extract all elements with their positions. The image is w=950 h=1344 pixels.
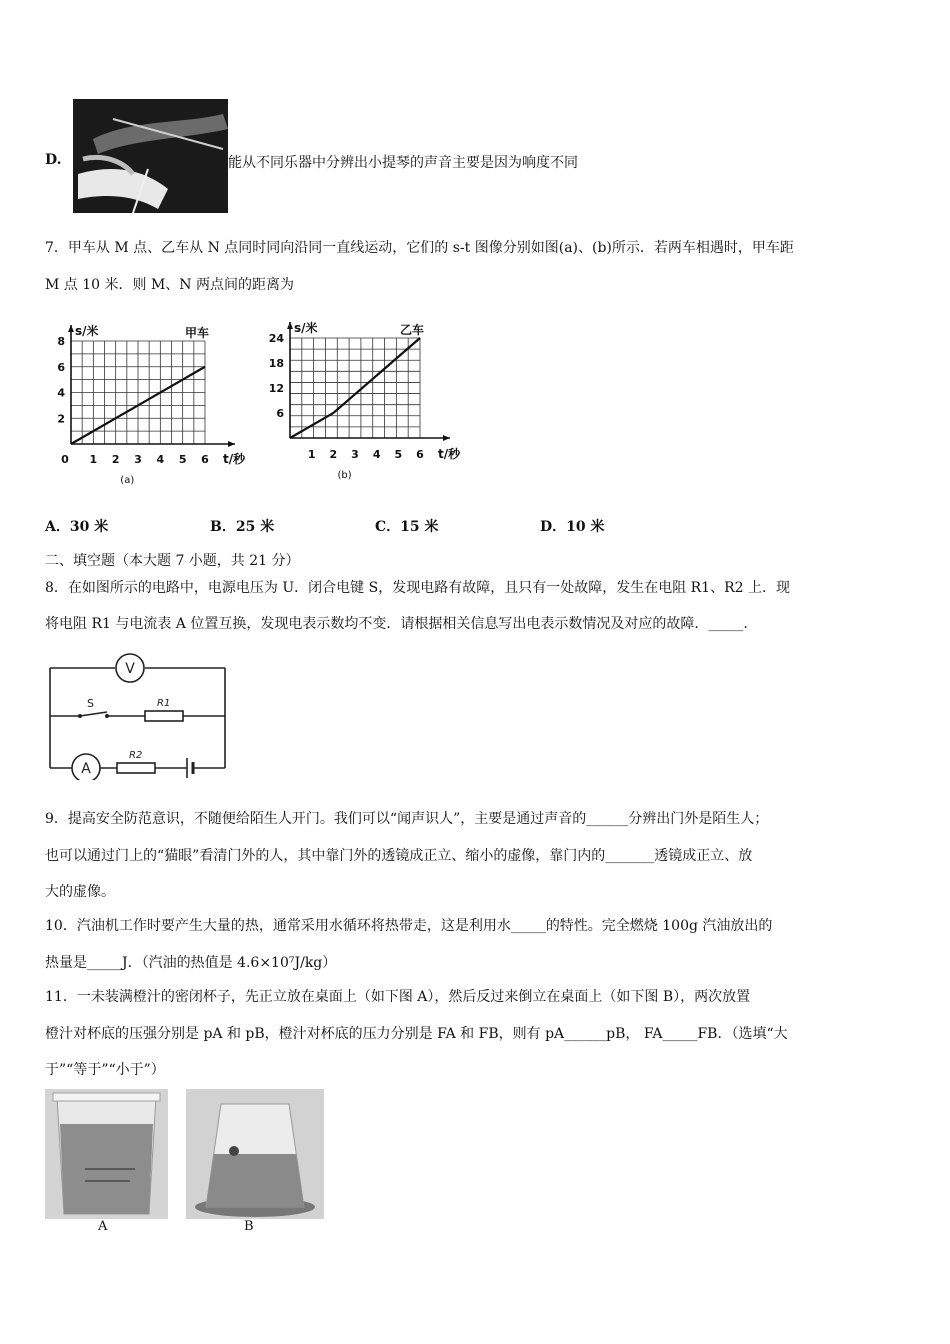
chart-a: [45, 318, 260, 493]
chart-b-y-tick: 18: [268, 357, 284, 370]
q10-line2: 热量是_____J．（汽油的热值是 4.6×10⁷J/kg）: [45, 955, 337, 971]
section-title: 二、填空题（本大题 7 小题，共 21 分）: [45, 553, 300, 569]
chart-a-x-arrow: [228, 441, 235, 447]
q7-option-d: D．10 米: [540, 519, 605, 535]
caption-b: B: [244, 1219, 254, 1234]
q11-line2: 橙汁对杯底的压强分别是 pA 和 pB，橙汁对杯底的压力分别是 FA 和 FB，则有 pA______pB， FA_____FB．（选填“大: [45, 1026, 788, 1042]
voltmeter-label: V: [125, 661, 135, 677]
q10-line1: 10．汽油机工作时要产生大量的热，通常采用水循环将热带走，这是利用水_____的特性。完全燃烧 100g 汽油放出的: [45, 918, 773, 934]
chart-b-x-tick: 6: [416, 448, 424, 461]
chart-a-y-tick: 6: [57, 360, 65, 374]
q7-option-c: C．15 米: [375, 519, 439, 535]
option-d-label: D.: [45, 152, 62, 168]
chart-a-x-tick: 1: [89, 453, 98, 466]
q11-line1: 11．一未装满橙汁的密闭杯子，先正立放在桌面上（如下图 A），然后反过来倒立在桌面上（如下图 B），两次放置: [45, 989, 751, 1005]
q9-line1: 9．提高安全防范意识，不随便给陌生人开门。我们可以“闻声识人”，主要是通过声音的______分辨出门外是陌生人；: [45, 811, 769, 827]
chart-a-y-tick: 4: [57, 386, 65, 400]
caption-a: A: [98, 1219, 108, 1234]
chart-b-xlabel: t/秒: [438, 447, 461, 461]
chart-b-series-line: [290, 338, 420, 438]
chart-a-x-tick: 4: [156, 453, 165, 466]
q7-option-b: B．25 米: [210, 519, 275, 535]
chart-a-x-tick: 0: [61, 453, 69, 466]
circuit-diagram: [45, 650, 235, 780]
q9-line2: 也可以通过门上的“猫眼”看清门外的人，其中靠门外的透镜成正立、缩小的虚像，靠门内的_______透镜成正立、放: [45, 848, 753, 864]
chart-b-title: 乙车: [400, 323, 425, 337]
chart-b-x-tick: 5: [394, 448, 403, 461]
chart-a-ylabel: s/米: [75, 324, 99, 338]
r1-label: R1: [157, 698, 171, 709]
chart-a-y-tick: 2: [57, 412, 65, 426]
chart-a-x-tick: 2: [111, 453, 120, 466]
q8-line1: 8．在如图所示的电路中，电源电压为 U．闭合电键 S，发现电路有故障，且只有一处故障，发生在电阻 R1、R2 上．现: [45, 580, 790, 596]
chart-a-x-tick: 5: [178, 453, 187, 466]
chart-b-x-tick: 3: [351, 448, 359, 461]
chart-b-x-tick: 2: [329, 448, 338, 461]
chart-b-x-arrow: [443, 435, 450, 441]
violin-photo: [73, 99, 228, 213]
q7-line2: M 点 10 米．则 M、N 两点间的距离为: [45, 277, 294, 293]
chart-b-y-arrow: [287, 322, 293, 329]
chart-a-xlabel: t/秒: [223, 452, 246, 466]
chart-b-y-tick: 6: [276, 407, 284, 420]
chart-b-caption: (b): [337, 470, 352, 481]
chart-b-x-tick: 1: [307, 448, 316, 461]
cup-photo-b: [186, 1089, 324, 1219]
cup-photo-a: [45, 1089, 168, 1219]
chart-a-title: 甲车: [185, 326, 210, 340]
q8-line2: 将电阻 R1 与电流表 A 位置互换，发现电表示数均不变．请根据相关信息写出电表示数情况及对应的故障．_____.: [45, 616, 748, 632]
q7-line1: 7．甲车从 M 点、乙车从 N 点同时同向沿同一直线运动，它们的 s-t 图像分别如图(a)、(b)所示．若两车相遇时，甲车距: [45, 240, 794, 256]
chart-b: [262, 312, 477, 492]
chart-b-x-tick: 4: [372, 448, 381, 461]
q11-line3: 于”“等于”“小于”）: [45, 1062, 165, 1078]
chart-a-y-tick: 8: [57, 335, 65, 348]
option-d-text: 能从不同乐器中分辨出小提琴的声音主要是因为响度不同: [228, 155, 578, 171]
switch-label: S: [87, 697, 94, 710]
chart-b-y-tick: 12: [268, 382, 284, 395]
chart-a-caption: (a): [120, 475, 135, 486]
r2-label: R2: [129, 750, 143, 761]
q7-option-a: A．30 米: [45, 519, 109, 535]
chart-b-y-tick: 24: [268, 332, 284, 345]
chart-a-x-tick: 3: [134, 453, 142, 466]
chart-b-ylabel: s/米: [294, 321, 318, 335]
chart-a-x-tick: 6: [201, 453, 209, 466]
q9-line3: 大的虚像。: [45, 884, 115, 900]
chart-a-y-arrow: [68, 325, 74, 332]
ammeter-label: A: [81, 761, 91, 777]
